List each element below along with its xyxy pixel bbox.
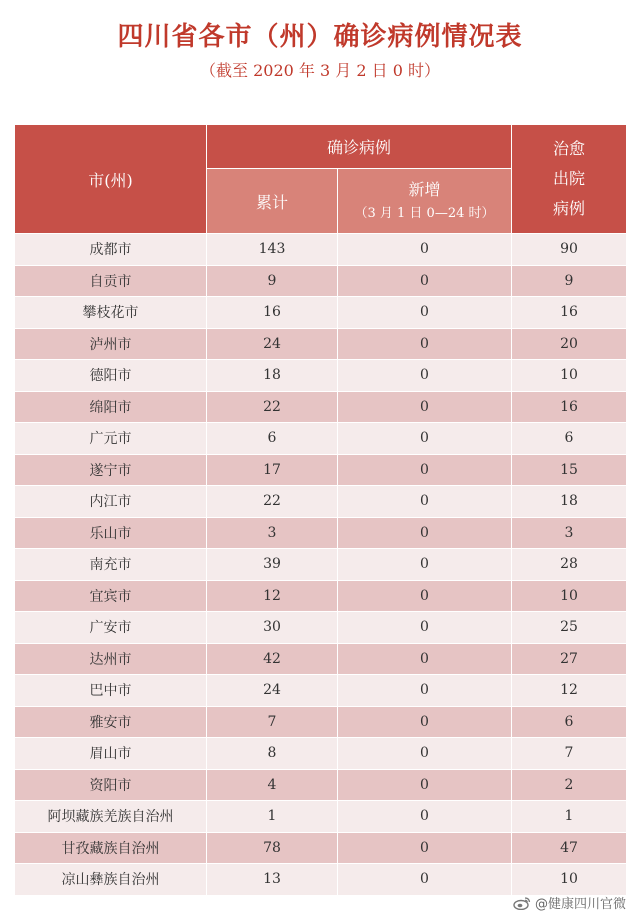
cell-city: 凉山彝族自治州 <box>15 864 207 896</box>
cell-new: 0 <box>338 265 512 297</box>
cell-new: 0 <box>338 706 512 738</box>
table-row <box>15 769 627 801</box>
cell-cured: 10 <box>512 360 627 392</box>
header-cured-line3: 病例 <box>553 199 586 218</box>
header-cumulative: 累计 <box>207 169 338 234</box>
cell-cured: 18 <box>512 486 627 518</box>
cell-cured: 10 <box>512 580 627 612</box>
cell-cumulative: 17 <box>207 454 338 486</box>
table-row <box>15 864 627 896</box>
cell-cured: 7 <box>512 738 627 770</box>
cell-new: 0 <box>338 391 512 423</box>
header-new <box>338 169 512 234</box>
cell-city: 德阳市 <box>15 360 207 392</box>
cell-cumulative: 143 <box>207 234 338 266</box>
cell-cumulative: 22 <box>207 486 338 518</box>
cases-table <box>14 124 627 896</box>
cell-cured: 10 <box>512 864 627 896</box>
cell-cured: 47 <box>512 832 627 864</box>
cell-city: 甘孜藏族自治州 <box>15 832 207 864</box>
table-row <box>15 423 627 455</box>
table-row <box>15 675 627 707</box>
cell-city: 成都市 <box>15 234 207 266</box>
cell-city: 广安市 <box>15 612 207 644</box>
cell-city: 遂宁市 <box>15 454 207 486</box>
table-header <box>15 125 627 234</box>
table-row <box>15 612 627 644</box>
watermark <box>513 893 626 912</box>
table-row <box>15 297 627 329</box>
cell-cumulative: 8 <box>207 738 338 770</box>
table-row <box>15 738 627 770</box>
table-row <box>15 801 627 833</box>
cell-new: 0 <box>338 738 512 770</box>
header-city: 市(州) <box>15 125 207 234</box>
cell-cumulative: 4 <box>207 769 338 801</box>
header-confirmed-group: 确诊病例 <box>207 125 512 169</box>
cell-new: 0 <box>338 769 512 801</box>
cell-cured: 90 <box>512 234 627 266</box>
cell-city: 雅安市 <box>15 706 207 738</box>
cell-cumulative: 24 <box>207 675 338 707</box>
cell-city: 资阳市 <box>15 769 207 801</box>
cell-new: 0 <box>338 360 512 392</box>
cell-cured: 16 <box>512 391 627 423</box>
table-row <box>15 486 627 518</box>
cell-cumulative: 12 <box>207 580 338 612</box>
cell-cured: 6 <box>512 423 627 455</box>
cell-cured: 3 <box>512 517 627 549</box>
table-row <box>15 391 627 423</box>
cell-cumulative: 1 <box>207 801 338 833</box>
cell-cumulative: 42 <box>207 643 338 675</box>
cell-city: 南充市 <box>15 549 207 581</box>
cell-new: 0 <box>338 486 512 518</box>
cell-cured: 1 <box>512 801 627 833</box>
cell-city: 乐山市 <box>15 517 207 549</box>
cell-cumulative: 24 <box>207 328 338 360</box>
cell-cured: 15 <box>512 454 627 486</box>
header-cured-line2: 出院 <box>553 169 586 188</box>
table-row <box>15 265 627 297</box>
page-subtitle: （截至 2020 年 3 月 2 日 0 时） <box>200 61 440 80</box>
cell-cured: 2 <box>512 769 627 801</box>
cell-new: 0 <box>338 234 512 266</box>
cell-cumulative: 16 <box>207 297 338 329</box>
cell-city: 攀枝花市 <box>15 297 207 329</box>
cell-cumulative: 9 <box>207 265 338 297</box>
cell-cumulative: 22 <box>207 391 338 423</box>
cell-new: 0 <box>338 864 512 896</box>
cell-new: 0 <box>338 549 512 581</box>
cell-cured: 6 <box>512 706 627 738</box>
cell-city: 眉山市 <box>15 738 207 770</box>
cell-city: 绵阳市 <box>15 391 207 423</box>
header-cured <box>512 125 627 234</box>
cell-new: 0 <box>338 643 512 675</box>
table-row <box>15 832 627 864</box>
cell-cumulative: 30 <box>207 612 338 644</box>
table-row <box>15 234 627 266</box>
table-row <box>15 643 627 675</box>
cell-city: 巴中市 <box>15 675 207 707</box>
header-new-line1: 新增 <box>408 180 441 199</box>
table-row <box>15 706 627 738</box>
cell-cured: 9 <box>512 265 627 297</box>
watermark-text: @健康四川官微 <box>534 897 626 912</box>
cell-cured: 25 <box>512 612 627 644</box>
cell-city: 自贡市 <box>15 265 207 297</box>
cell-cured: 16 <box>512 297 627 329</box>
weibo-icon <box>513 896 531 910</box>
table-row <box>15 454 627 486</box>
cell-city: 内江市 <box>15 486 207 518</box>
cell-cured: 12 <box>512 675 627 707</box>
table-row <box>15 580 627 612</box>
cell-cured: 27 <box>512 643 627 675</box>
header-cured-line1: 治愈 <box>553 139 586 158</box>
cell-new: 0 <box>338 832 512 864</box>
cell-new: 0 <box>338 328 512 360</box>
table-row <box>15 549 627 581</box>
cell-cumulative: 7 <box>207 706 338 738</box>
cell-new: 0 <box>338 580 512 612</box>
cell-new: 0 <box>338 297 512 329</box>
table-row <box>15 328 627 360</box>
table-row <box>15 360 627 392</box>
cell-cumulative: 39 <box>207 549 338 581</box>
cell-new: 0 <box>338 675 512 707</box>
cell-new: 0 <box>338 801 512 833</box>
table-row <box>15 517 627 549</box>
cell-city: 阿坝藏族羌族自治州 <box>15 801 207 833</box>
cell-cumulative: 78 <box>207 832 338 864</box>
cell-cumulative: 6 <box>207 423 338 455</box>
cell-city: 广元市 <box>15 423 207 455</box>
table-body <box>15 234 627 896</box>
cell-cumulative: 18 <box>207 360 338 392</box>
cell-new: 0 <box>338 612 512 644</box>
cell-new: 0 <box>338 517 512 549</box>
cell-cured: 28 <box>512 549 627 581</box>
header-new-line2: （3 月 1 日 0—24 时） <box>354 206 495 221</box>
cell-city: 宜宾市 <box>15 580 207 612</box>
cell-new: 0 <box>338 423 512 455</box>
cell-cured: 20 <box>512 328 627 360</box>
cell-city: 达州市 <box>15 643 207 675</box>
cell-cumulative: 3 <box>207 517 338 549</box>
cell-new: 0 <box>338 454 512 486</box>
cell-city: 泸州市 <box>15 328 207 360</box>
page-title: 四川省各市（州）确诊病例情况表 <box>117 22 523 52</box>
cell-cumulative: 13 <box>207 864 338 896</box>
